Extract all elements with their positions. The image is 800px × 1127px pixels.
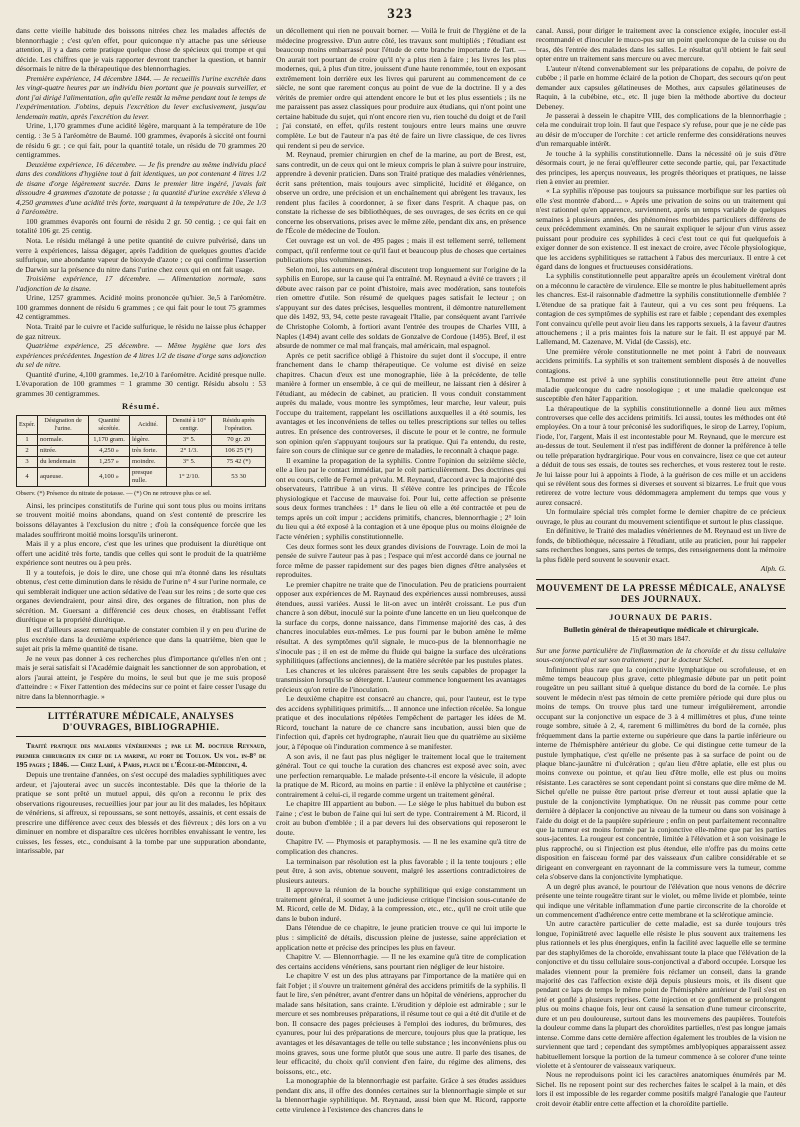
paragraph: L'homme est privé à une syphilis constitutionnelle peut être atteint d'une maladie quelconque du cadre nosologique ; et une maladie quelconque est susceptible d'en hâter l'apparition. <box>536 375 786 404</box>
paragraph: La terminaison par résolution est la plus favorable ; il la tente toujours ; elle peut être, à son avis, obtenue souvent, malgré les assertions contradictoires de plusieurs auteurs. <box>276 856 526 885</box>
paragraph: Il y a toutefois, je dois le dire, une chose qui m'a étonné dans les résultats obtenus, c'est cette diminution dans le résidu de l'urine n° 4 sur l'urine normale, ce qui semblerait indiquer une action sédative de l'eau sur les reins ; de sorte que ces organes deviendraient, pour ainsi dire, des organes de filtration, non plus de sécrétion. M. Guersant a différencié ces deux choses, en établissant l'effet diurétique et la propriété diurétique. <box>16 567 266 625</box>
column-3 <box>536 26 786 1108</box>
paragraph: Je passerai à dessein le chapitre VIII, des complications de la blennorrhagie ; cela me conduirait trop loin. Il faut que l'espace s'y refuse, pour que je ne cède pas au désir de m'occuper de l'orchite : cet article renferme des considérations neuves d'un remarquable intérêt. <box>536 110 786 149</box>
table-cell: 3° 5. <box>166 456 211 467</box>
paragraph: Dans l'étendue de ce chapitre, le jeune praticien trouve ce qui lui importe le plus : simplicité de détails, discussion pleine de justesse, saine appréciation et application nette et précise des principes les plus en faveur. <box>276 923 526 952</box>
results-table <box>16 415 266 487</box>
table-header: Densité à 10° centigr. <box>166 415 211 434</box>
table-cell: du lendemain <box>37 456 88 467</box>
paragraph: Urine, 1,170 grammes d'une acidité légère, marquant à la température de 10e centig. : 3e 5 à l'aréomètre de Baumé. 100 grammes, évaporés à siccité ont fourni de résidu 6 gr. ; ce qui fait, pour la quantité totale, un résidu de 70 grammes 20 centigrammes. <box>16 121 266 160</box>
table-cell: 4,100 » <box>89 467 130 486</box>
table-header: Acidité. <box>129 415 166 434</box>
table-row <box>17 467 266 486</box>
paragraph: Nous ne reproduisons point ici les caractères anatomiques énumérés par M. Sichel. Ils ne reposent point sur des recherches faites le scalpel à la main, et dès lors il est impossible de les regarder comme positifs malgré l'analogie que l'auteur croit devoir établir entre cette affection et la choroïdite partielle. <box>536 1070 786 1108</box>
paragraph: La syphilis constitutionnelle peut apparaître après un écoulement virétral dont on a méconnu le caractère de virulence. Elle se montre le plus habituellement après les chancres. Est-il raisonnable d'admettre la syphilis constitutionnelle d'emblée ? L'étendue de sa pratique fait à l'auteur, qui a vu ces sont peu fréquens. La contagion de ces symptômes de syphilis est rare et faible ; cependant des exemples l'ont convaincu qu'elle peut avoir lieu dans les rapports sexuels, à la faveur d'autres attouchemens ; il a pris maintes fois la nature sur le fait. Il est appuyé par M. Lallemand, M. Cazenave, M. Vidal (de Cassis), etc. <box>536 271 786 347</box>
table-cell: 3° 5. <box>166 434 211 445</box>
table-cell: 106 25 (*) <box>212 445 266 456</box>
paragraph: 100 grammes évaporés ont fourni de résidu 2 gr. 50 centig. ; ce qui fait en totalité 106 gr. 25 centig. <box>16 216 266 236</box>
paragraph: Il est d'ailleurs assez remarquable de constater combien il y en peu d'urine de plus excrétée dans la deuxième expérience que dans la quatrième, bien que le sujet ait pris la même quantité de tisane. <box>16 624 266 654</box>
paragraph: Je ne veux pas donner à ces recherches plus d'importance qu'elles n'en ont ; mais je serai satisfait si l'Académie daignait les sanctionner de son approbation, et alors j'aurai atteint, je l'espère du moins, le seul but que je me suis proposé d'atteindre : « Fixer l'attention des médecins sur ce point et faire cesser l'usage du nitre dans la blennorrhagie. » <box>16 653 266 701</box>
paragraph: Troisième expérience, 17 décembre. — Alimentation normale, sans l'adjonction de la tisane. <box>16 274 266 293</box>
paragraph: Mais il y a plus encore, c'est que les urines que produisent la diurétique ont offert une acidité très forte, tandis que celles qui sont le produit de la quatrième expérience sont neutres ou à peu près. <box>16 539 266 568</box>
paragraph: Deuxième expérience, 16 décembre. — Je fis prendre au même individu placé dans des conditions d'hygiène tout à fait identiques, un pot contenant 4 litres 1/2 de tisane d'orge légèrement sucrée. Dans le premier litre ingéré, j'avais fait dissoudre 4 grammes d'azotate de potasse ; la quantité d'urine excrétée s'éleva à 4,250 grammes d'une acidité très forte, marquant à la température de 10e, 2e 1/3 à l'aréomètre. <box>16 159 266 217</box>
paragraph: Après ce petit sacrifice obligé à l'histoire du sujet dont il s'occupe, il entre franchement dans le champ thérapeutique. Ce volume est divisé en seize chapitres. Chacun d'eux est une monographie, liée à la précédente, de telle manière à former un ensemble, à ce qui de meilleur, ne laissant rien à désirer à l'étudiant, au médecin de cabinet, au praticien. Il vous conduit constamment auprès du malade, vous montre les symptômes, leur marche, leur valeur, puis l'occupe du traitement, rappelant les oscillations auxquelles il a été soumis, les avantages et les inconvéniens de telles ou telles prescriptions sur telles ou telles autres. En présence des controverses, il discute le pour et le contre, ne formule son opinion qu'en s'appuyant toujours sur la pratique. Qui l'a entendu, du reste, faire son cours de clinique sur ce genre de maladies, le reconnaît à chaque page. <box>276 350 526 456</box>
column-2 <box>276 26 526 1114</box>
paragraph: Je touche à la syphilis constitutionnelle. Dans la nécessité où je suis d'être désormais court, je ne ferai qu'effleurer cette seconde partie, qui, par l'exactitude des principes, les aperçus nouveaux, les progrès théoriques et pratiques, ne laisse rien à envier au premier. <box>536 148 786 186</box>
paragraph: L'auteur n'étend convenablement sur les préparations de copahu, de poivre de cubèbe ; il parle en homme éclairé de la potion de Chopart, des secours qu'on peut demander aux capsules gélatineuses de Mothes, aux capsules gélatineuses de Raquin, à la cubébine, etc., etc. Il juge bien la méthode abortive du docteur Debeney. <box>536 63 786 111</box>
paragraph: Infiniment plus rare que la conjonctivite lymphatique ou scrofuleuse, et en même temps beaucoup plus grave, cette phlegmasie débute par un petit point rougeâtre un peu saillant situé à quelque distance du bord de la cornée. Le plus souvent le médecin n'est pas témoin de cette première période qui dure plus ou moins de temps. On trouve plus tard une tumeur irrégulièrement, arrondie occupant sur la conjonctive un espace de 3 à 4 millimètres et plus, d'une teinte rouge sombre, située à 2, 4, rarement 6 millimètres du bord de la cornée, plus fréquemment dans la partie externe ou supérieure que dans la partie inférieure ou interne de l'hémisphère antérieur du globe. Ce qui distingue cette tumeur de la pustule lymphatique, c'est qu'elle ne présente pas à sa surface de point ou de plaque blanc-jaunâtre ni d'ulcération ; qu'au lieu d'être aplatie, elle est plus ou moins convexe ou pointue, et qu'au lieu d'être molle, elle est plus ou moins résistante. Les caractères se sont cependant point si constans que dire même de M. Sichel qu'elle ne puisse être partout prise d'erreur et tout aussi aplatie que la pustule de la conjonctivite lymphatique. On ne réussit pas comme pour cette dernière à déplacer la conjonctive au niveau de la tumeur ou dans son voisinage à l'aide du doigt et de la paupière supérieure ; enfin on peut parfaitement reconnaître que la tumeur est moins formée par la conjonctive elle-même que par les parties sous-jacentes. La rougeur est concentrée, limitée à l'élévation et à son voisinage le plus rapproché, ou si l'injection est plus étendue, elle n'offre pas du moins cette disposition en faisceau formé par des vaisseaux d'un calibre considérable et se dirigeant en convergeant en rayonnant de la commissure vers la tumeur, comme cela s'observe dans la conjonctivite lymphatique. <box>536 664 786 882</box>
table-cell: 1 <box>17 434 38 445</box>
paragraph: Urine, 1257 grammes. Acidité moins prononcée qu'hier. 3e,5 à l'aréomètre. 100 grammes donnent de résidu 6 grammes ; ce qui fait pour le tout 75 grammes 42 centigrammes. <box>16 293 266 322</box>
section-heading: LITTÉRATURE MÉDICALE, ANALYSES D'OUVRAGES, BIBLIOGRAPHIE. <box>16 707 266 737</box>
paragraph: Nota. Le résidu mélangé à une petite quantité de cuivre pulvérisé, dans un verre à expériences, laissa dégager, après l'addition de quelques gouttes d'acide sulfurique, une abondante vapeur de bioxyde d'azote ; ce qui confirme l'assertion de Darwin sur la présence du nitre dans l'urine chez ceux qui en ont fait usage. <box>16 236 266 274</box>
paragraph: Ces deux formes sont les deux grandes divisions de l'ouvrage. Loin de moi la pensée de suivre l'auteur pas à pas ; l'espace qui m'est accordé dans ce journal ne force même de passer rapidement sur des pages bien dignes d'être analysées et reproduites. <box>276 541 526 580</box>
bulletin-date: 15 et 30 mars 1847. <box>631 634 691 644</box>
column-1 <box>16 26 266 856</box>
table-cell: 75 42 (*) <box>212 456 266 467</box>
paragraph: A son avis, il ne faut pas plus négliger le traitement local que le traitement général. Tout ce qui touche la curation des chancres est exposé avec soin, avec une perfection remarquable. Le malade présente-t-il encore la vésicule, il adopte la pratique de M. Ricord, au moins en partie : il enlève la phlyctène et cautérise ; contrairement à celui-ci, il regarde comme urgent un traitement général. <box>276 751 526 799</box>
paragraph: Cet ouvrage est un vol. de 495 pages ; mais il est tellement serré, tellement compact, qu'il renferme tout ce qu'il faut et beaucoup plus de choses que certaines publications plus volumineuses. <box>276 236 526 265</box>
table-row <box>17 456 266 467</box>
journals-heading: JOURNAUX DE PARIS. <box>609 613 713 623</box>
paragraph: Le deuxième chapitre est consacré au chancre, qui, pour l'auteur, est le type des accidens syphilitiques primitifs.... Il annonce une infection récelée. Sa longue pratique et des inoculations répétées l'empêchent de partager les idées de M. Ricord, touchant la nature de ce chancre sans incubation, aussi bien que de l'infection qui, d'après cet hydrographe, n'aurait lieu que du quatrième au sixième jour, à l'époque où l'induration commence à se manifester. <box>276 694 526 752</box>
bulletin-title: Bulletin général de thérapeutique médicale et chirurgicale. <box>563 624 759 634</box>
table-cell: 2 <box>17 445 38 456</box>
table-header: Expér. <box>17 415 38 434</box>
table-cell: presque nulle. <box>129 467 166 486</box>
paragraph: Chapitre V. — Blennorrhagie. — Il ne les examine qu'à titre de complication des certains accidens vénériens, sans pourtant rien négliger de leur histoire. <box>276 952 526 971</box>
table-cell: nitrée. <box>37 445 88 456</box>
paragraph: Nota. Traité par le cuivre et l'acide sulfurique, le résidu ne laisse plus échapper de gaz nitreux. <box>16 321 266 341</box>
table-row <box>17 445 266 456</box>
paragraph: En définitive, le Traité des maladies vénériennes de M. Reynaud est un livre de fonds, de bibliothèque, nécessaire à l'étudiant, utile au praticien, pour lui rappeler sans recherches longues, sans pertes de temps, des renseignemens dont la mémoire la plus fidèle perd souvent le souvenir exact. <box>536 526 786 564</box>
paragraph: Une première vérole constitutionnelle ne met point à l'abri de nouveaux accidens primitifs. La syphilis et son traitement semblent disposés à de nouvelles contagions. <box>536 346 786 375</box>
paragraph: Depuis une trentaine d'années, on s'est occupé des maladies syphilitiques avec ardeur, et j'ajouterai avec un succès incontestable. Dès que la théorie de la pratique se sont prêté un mutuel appui, dès qu'on a reconnu le prix des observations rigoureuses, recueillies jour par jour au lit des malades, les hôpitaux de vénériens, si affreux, si repoussans, se sont nettoyés, assainis, et cent essais de prescrire une différence avec ceux des blessés et des fiévreux ; dès lors on a vu diminuer en nombre et disparaître ces ulcères horribles envahissant le ventre, les cuisses, les fesses, etc., conduisant à la tombe par une suppuration abondante, intarissable, par <box>16 770 266 856</box>
table-cell: 70 gr. 20 <box>212 434 266 445</box>
paragraph: Il examine la propagation de la syphilis. Contre l'opinion du seizième siècle, elle a lieu par le contact immédiat, par le coït particulièrement. Des doctrines qui ont eu cours, celle de Fernel a prévalu. M. Reynaud, d'accord avec la majorité des observateurs, l'attribue à un virus. Il s'élève contre les principes de l'École physiologique et l'accuse de mauvaise foi. Pour lui, cette affection se présente sous deux formes tranchées : 1° dans le lieu où elle a été contractée et peu de temps après un coït impur ; accidens primitifs, chancres, blennorrhagie ; 2° loin du lieu qui a été exposé à la contagion et à une époque plus ou moins éloignée de l'acte vénérien ; syphilis constitutionnelle. <box>276 455 526 541</box>
paragraph: Selon moi, les auteurs en général discutent trop longuement sur l'origine de la syphilis en Europe, sur la cause qui l'a entraîné. M. Reynaud a évité ce travers ; il débute avec raison par ce point d'histoire, mais avec modération, sans toutefois rien omettre d'utile. Son résumé de quelques pages satisfait le lecteur ; on s'appuyant sur des dates précises, lesquelles montrent, il démontre naturellement que dès 1492, 93, 94, cette peste ravageait l'Italie, par conséquent avant l'arrivée de Christophe Colomb, à fortiori avant l'entrée des troupes de Charles VIII, à Naples (1494) avant celle des soldats de Gonzalve de Cordoue (1495). Bref, il est absurde de nommer ce mal mal français, mal américain, mal espagnol. <box>276 264 526 351</box>
table-cell: légère. <box>129 434 166 445</box>
table-header: Résidu après l'opération. <box>212 415 266 434</box>
paragraph: Ainsi, les principes constitutifs de l'urine qui sont tous plus ou moins irritans se trouvent moitié moins abondans, quand on s'est contenté de prescrire les boissons délayantes à l'exclusion du nitre ; d'où la conséquence forcée que les malades souffriront moitié moins lorsqu'ils urineront. <box>16 500 266 539</box>
article-lead: Sur une forme particulière de l'inflammation de la choroïde et du tissu cellulaire sous-conjonctival et sur son traitement ; par le docteur Sichel. <box>536 645 786 665</box>
paragraph: « La syphilis n'épouse pas toujours sa puissance morbifique sur les parties où elle s'est montrée d'abord.... » Après une privation de soins ou un traitement qui n'est rationnel qu'en apparence, surviennent, après un temps variable de quelques semaines à plusieurs années, des phénomènes morbides particuliers différens de ceux précédemment examinés. On ne saurait expliquer le séjour d'un virus assez puissant pour produire ces syphilides à ceci c'est tout ce qui fut quelquefois à exiger donner de son existence. Il est inexact de croire, avec l'école physiologique, que les accidens syphilitiques se rattachent à l'abus des mercuriaux. Il entre à cet égard dans de longues et fructueuses considérations. <box>536 186 786 271</box>
paragraph: Première expérience, 14 décembre 1844. — Je recueillis l'urine excrétée dans les vingt-quatre heures par un individu bien portant que je pouvais surveiller, et dont j'ai dirigé l'alimentation, afin qu'elle restât la même pendant tout le temps de l'expérimentation. J'obtins, depuis l'excrétion du lever exclusivement, jusqu'au lendemain matin, après l'excrétion du lever. <box>16 73 266 121</box>
table-cell: 3 <box>17 456 38 467</box>
paragraph: Quantité d'urine, 4,100 grammes. 1e,2/10 à l'aréomètre. Acidité presque nulle. L'évaporation de 100 grammes = 1 gramme 30 centigr. Résidu absolu : 53 grammes 30 centigrammes. <box>16 369 266 398</box>
table-cell: normale. <box>37 434 88 445</box>
paragraph: La thérapeutique de la syphilis constitutionnelle a donné lieu aux mêmes controverses que celle des accidens primitifs. Ici aussi, toutes les méthodes ont été employées. On a tour à tour préconisé les sudorifiques, le sirop de Larrey, l'opium, l'iode, l'or, l'argent, Mais il est incontestable pour M. Reynaud, que le mercure est au-dessus de tout. Seulement il n'est pas indifférent de donner la préférence à telle ou telle préparation hydrargirique. Pour vous en convaincre, lisez ce que cet auteur a déduit de tous ses essais, de toutes ses recherches, et vous resterez tout le reste. Je lui laisse pour lui à appoints à l'iode, à la guérison de ces mille et un accidens qui se révèlent sous des formes si diverses et souvent si bizarres. Le fruit que vous retirerez de votre lecture vous dédommagera amplement du temps que vous y aurez consacré. <box>536 403 786 507</box>
table-cell: 1,170 gram. <box>89 434 130 445</box>
table-cell: aqueuse. <box>37 467 88 486</box>
author-signature: Alph. G. <box>760 563 786 573</box>
page-number: 323 <box>387 6 413 22</box>
paragraph: Le chapitre V est un des plus attrayans par l'importance de la matière qui en fait l'objet ; il s'ouvre un traitement général des accidens primitifs de la syphilis. Il faut le lire, s'en pénétrer, avant d'entrer dans un hôpital de vénériens, approcher du malade sans hésitation, sans crainte. L'érudition y déploie est admirable ; sur le mercure et ses nombreuses préparations, il résume tout ce qui a été dit d'utile et de bon. Il consacre des pages précieuses à l'emploi des iodures, du brômures, des cyanures, pour lui des préparations de mercure, toujours plus que la pratique, les avantages et les désavantages de telle ou telle substance ; les inconvéniens plus ou moins graves, sous une forme plutôt que sous une autre. Il parle des tisanes, de leur efficacité, du choix qu'il convient d'en faire, du régime des alimens, des boissons, etc., etc. <box>276 971 526 1076</box>
paragraph: Le premier chapitre ne traite que de l'inoculation. Peu de praticiens pourraient opposer aux expériences de M. Raynaud des expériences aussi nombreuses, aussi étendues, aussi variées. Aussi le lit-on avec un intérêt croissant. Le pus d'un chancre à son début, inoculé sur la pointe d'une lancette en un lieu quelconque de la surface du corps, donne naissance, dans l'immense majorité des cas, à des chancres inoculables eux-mêmes. Le pus fourni par le bubon amène le même résultat. A des symptômes qu'il signale, le muco-pus de la blennorrhagie ne s'inocule pas ; il en est de même du fluide qui baigne la surface des ulcérations syphilitiques (affections anciennes), de la matière sécrétée par les pustules plates. <box>276 579 526 666</box>
section-heading: MOUVEMENT DE LA PRESSE MÉDICALE, ANALYSE DES JOURNAUX. <box>536 579 786 609</box>
paragraph: Il approuve la réunion de la bouche syphilitique qui exige constamment un traitement général, il soumet à une judicieuse critique l'incision sous-cutanée de M. Ricord, celle de M. Diday, à la compression, etc., etc., qu'il ne croit utile que dans le bubon induré. <box>276 885 526 923</box>
paragraph: canal. Aussi, pour diriger le traitement avec la conscience exigée, inoculer est-il recommandé et d'inoculer le muco-pus sur un point quelconque de la cuisse ou du bras, dès l'entrée des malades dans les salles. Le résultat qu'il obtient le fait seul opter entre un traitement sans mercure ou avec mercure. <box>536 26 786 64</box>
paragraph: Un autre caractère particulier de cette maladie, est sa durée toujours très longue, l'opiniâtreté avec laquelle elle résiste le plus souvent aux traitemens les plus rationnels et les plus énergiques, enfin la facilité avec laquelle elle se termine par des staphylômes de la choroïde, envahissant toute la place que l'élévation de la conjonctive et du tissu cellulaire sous-conjonctival a d'abord occupée. Lorsque les malades viennent pour la première fois réclamer un conseil, dans la grande majorité des cas l'affection existe déjà depuis plusieurs mois, et ils disent que pendant ce laps de temps le même point de l'hémisphère antérieur de l'œil s'est en jeté et gonflé à plusieurs reprises. Cette injection et ce gonflement se prolongent plus ou moins chaque fois, leur ont causé la sensation d'une tumeur circonscrite, dure et un peu douloureuse, surtout dans les mouvemens des paupières. Toutefois la douleur comme dans la plupart des choroïdites partielles, n'est pas longue jamais intense. Comme dans cette dernière affection également les troubles de la vision ne surviennent que tard ; cependant des symptômes amblyopiques apparaissent assez habituellement lorsque la portion de la tumeur commence à se colorer d'une teinte violette et à s'entourer de vaisseaux variqueux. <box>536 919 786 1070</box>
paragraph: A un degré plus avancé, le pourtour de l'élévation que nous venons de décrire présente une teinte rougeâtre tirant sur le violet, ou même livide et plombée, teinte qui indique une véritable inflammation d'une partie circonscrite de la choroïde et un commencement d'adhérence entre cette membrane et la sclérotique amincie. <box>536 881 786 919</box>
table-cell: 53 30 <box>212 467 266 486</box>
paragraph: dans cette vieille habitude des boissons nitrées chez les malades affectés de blennorrhagie ; c'est qu'en effet, pour quiconque n'y attache pas une sérieuse attention, il y a dans cette pratique quelque chose de spécieux qui trompe et qui décide. Les chiffres que je vais rapporter devront trancher la question, et bannir désormais le nitre de la thérapeutique des blennorrhagies. <box>16 26 266 74</box>
paragraph: un décollement qui rien ne pouvait borner. — Voilà le fruit de l'hygiène et de la médecine progressive. D'un autre côté, les travaux sont multipliés ; l'étudiant est beaucoup moins embarrassé pour l'étude de cette branche importante de l'art. — On aurait tort pourtant de croire qu'il n'y a plus rien à faire ; les livres les plus modernes, qui, à plus d'un titre, jouissent d'une haute renommée, tout en exposant extrêmement loin derrière eux les livres qui parurent au commencement de ce siècle, ne sont que rarement conçus au point de vue de la doctrine. Il y a des vérités de premier ordre qui attendent encore le but et les plus essentiels ; ils ne me paraissent pas assez classiques pour produire aux étudians, qui n'ont point une certaine habitude du sujet, qui n'ont encore rien vu, rien touché du doigt et de l'œil ; j'ai constaté, en effet, qu'ils restent toujours entre leurs mains une œuvre complète. Le but de l'auteur n'a pas été de faire un livre classique, de ces livres qui rendent si peu de service. <box>276 26 526 150</box>
table-row <box>17 434 266 445</box>
paragraph: Les chancres et les ulcères paraissent être les seuls capables de propager la transmission lorsqu'ils se détergent. L'auteur commence longuement les avantages précieux qu'on retire de l'inoculation. <box>276 665 526 694</box>
paragraph: M. Reynaud, premier chirurgien en chef de la marine, au port de Brest, est, sans contredit, un de ceux qui ont le mieux compris le plan à suivre pour instruire, apprendre à devenir praticien. Dans son Traité pratique des maladies vénériennes, écrit sans prétention, mais toujours avec simplicité, lucidité et élégance, on observe un ordre, une précision et un enchaînement qui abrègent les travaux, les rendent plus faciles à coordonner, à se fixer dans l'esprit. A chaque pas, on constate la richesse de ses bibliothèques, de ses ouvrages, de ses écrits en ce qui concerne les observations, prises avec le même zèle, pendant dix ans, en présence de l'École de médecine de Toulon. <box>276 150 526 236</box>
paragraph: La monographie de la blennorrhagie est parfaite. Grâce à ses études assidues pendant dix ans, il offre des données certaines sur la blennorrhagie simple et sur la blennorrhagie syphilitique. M. Reynaud, aussi bien que M. Ricord, rapporte cette virulence à l'existence des chancres dans le <box>276 1076 526 1114</box>
table-cell: moindre. <box>129 456 166 467</box>
table-header-row <box>17 415 266 434</box>
paragraph: Le chapitre III appartient au bubon. — Le siège le plus habituel du bubon est l'aine ; c'est le bubon de l'aine qui lui sert de type. Contrairement à M. Ricord, il croit au bubon d'emblée ; il a par devers lui des observations qui reposeront le doute. <box>276 799 526 837</box>
review-heading: Traité pratique des maladies vénériennes ; par le M. docteur Reynaud, premier chirurgien en chef de la marine, au port de Toulon. Un vol. in-8° de 195 pages ; 1846. — Chez Labé, à Paris, place de l'École-de-Médecine, 4. <box>16 741 266 770</box>
table-cell: 4,250 » <box>89 445 130 456</box>
table-cell: 1° 2/10. <box>166 467 211 486</box>
table-cell: 4 <box>17 467 38 486</box>
table-title: Résumé. <box>122 401 160 412</box>
table-header: Désignation de l'urine. <box>37 415 88 434</box>
table-cell: 2° 1/3. <box>166 445 211 456</box>
table-header: Quantité sécrétée. <box>89 415 130 434</box>
paragraph: Quatrième expérience, 25 décembre. — Même hygiène que lors des expériences précédentes. Ingestion de 4 litres 1/2 de tisane d'orge sans adjonction du sel de nitre. <box>16 341 266 370</box>
table-footnote: Observ. (*) Présence du nitrate de potasse. — (*) On ne retrouve plus ce sel. <box>16 489 212 497</box>
paragraph: Chapitre IV. — Phymosis et paraphymosis. — Il ne les examine qu'à titre de complication des chancres. <box>276 837 526 857</box>
paragraph: Un formulaire spécial très complet forme le dernier chapitre de ce précieux ouvrage, le plus au courant du mouvement scientifique et surtout le plus classique. <box>536 507 786 526</box>
table-cell: très forte. <box>129 445 166 456</box>
table-cell: 1,257 » <box>89 456 130 467</box>
